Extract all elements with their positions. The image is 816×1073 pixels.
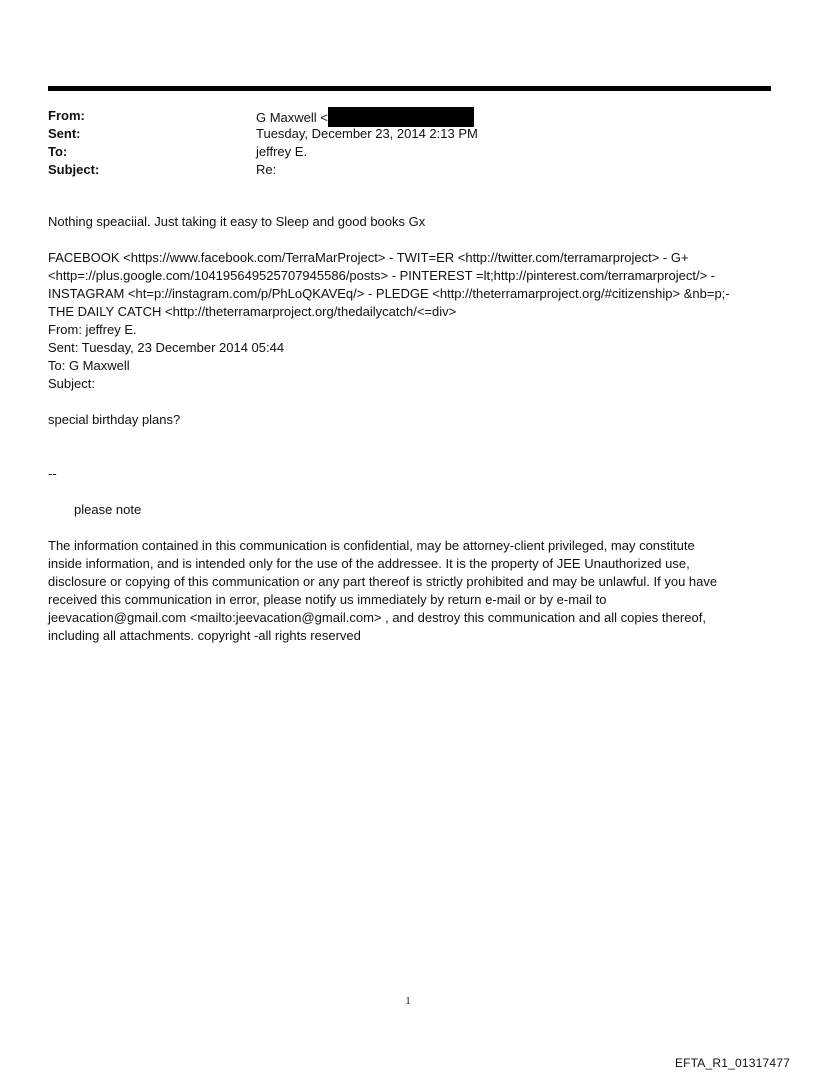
sent-value: Tuesday, December 23, 2014 2:13 PM <box>256 126 478 141</box>
disclaimer-line: disclosure or copying of this communication or any part thereof is strictly prohibited and may be unlawful. If you have <box>48 574 718 589</box>
redaction-block <box>328 107 474 127</box>
please-note: please note <box>74 502 142 517</box>
to-row <box>48 143 771 161</box>
from-row <box>48 107 771 125</box>
social-links-line: <http=://plus.google.com/104195649525707945586/posts> - PINTEREST =lt;http://pinterest.com/terramarproject/> - <box>48 268 716 283</box>
email-header <box>48 107 771 179</box>
header-divider <box>48 86 771 91</box>
quoted-to: To: G Maxwell <box>48 358 130 373</box>
subject-label: Subject: <box>48 162 100 177</box>
social-links-line: THE DAILY CATCH <http://theterramarproject.org/thedailycatch/<=div> <box>48 304 457 319</box>
subject-row <box>48 161 771 179</box>
disclaimer-line: inside information, and is intended only for the use of the addressee. It is the property of JEE Unauthorized use, <box>48 556 690 571</box>
to-value: jeffrey E. <box>256 144 308 159</box>
disclaimer-line: received this communication in error, please notify us immediately by return e-mail or by e-mail to <box>48 592 607 607</box>
sent-row <box>48 125 771 143</box>
from-value: G Maxwell < <box>256 110 328 125</box>
subject-value: Re: <box>256 162 277 177</box>
email-body <box>48 213 771 645</box>
quoted-subject: Subject: <box>48 376 95 391</box>
social-links-line: INSTAGRAM <ht=p://instagram.com/p/PhLoQKAVEq/> - PLEDGE <http://theterramarproject.org/#citizenship> &nb=p;- <box>48 286 730 301</box>
quoted-from: From: jeffrey E. <box>48 322 137 337</box>
quoted-message: special birthday plans? <box>48 412 181 427</box>
page-number: 1 <box>405 995 411 1007</box>
reply-text: Nothing speaciial. Just taking it easy to Sleep and good books Gx <box>48 214 426 229</box>
disclaimer-line: jeevacation@gmail.com <mailto:jeevacation@gmail.com> , and destroy this communication and all copies thereof, <box>48 610 706 625</box>
to-label: To: <box>48 144 68 159</box>
document-id: EFTA_R1_01317477 <box>674 1056 790 1070</box>
social-links-line: FACEBOOK <https://www.facebook.com/TerraMarProject> - TWIT=ER <http://twitter.com/terramarproject> - G+ <box>48 250 689 265</box>
disclaimer-line: The information contained in this communication is confidential, may be attorney-client privileged, may constitute <box>48 538 695 553</box>
from-label: From: <box>48 108 85 123</box>
sent-label: Sent: <box>48 126 81 141</box>
disclaimer-line: including all attachments. copyright -all rights reserved <box>48 628 361 643</box>
signature-separator: -- <box>48 466 57 481</box>
quoted-sent: Sent: Tuesday, 23 December 2014 05:44 <box>48 340 285 355</box>
